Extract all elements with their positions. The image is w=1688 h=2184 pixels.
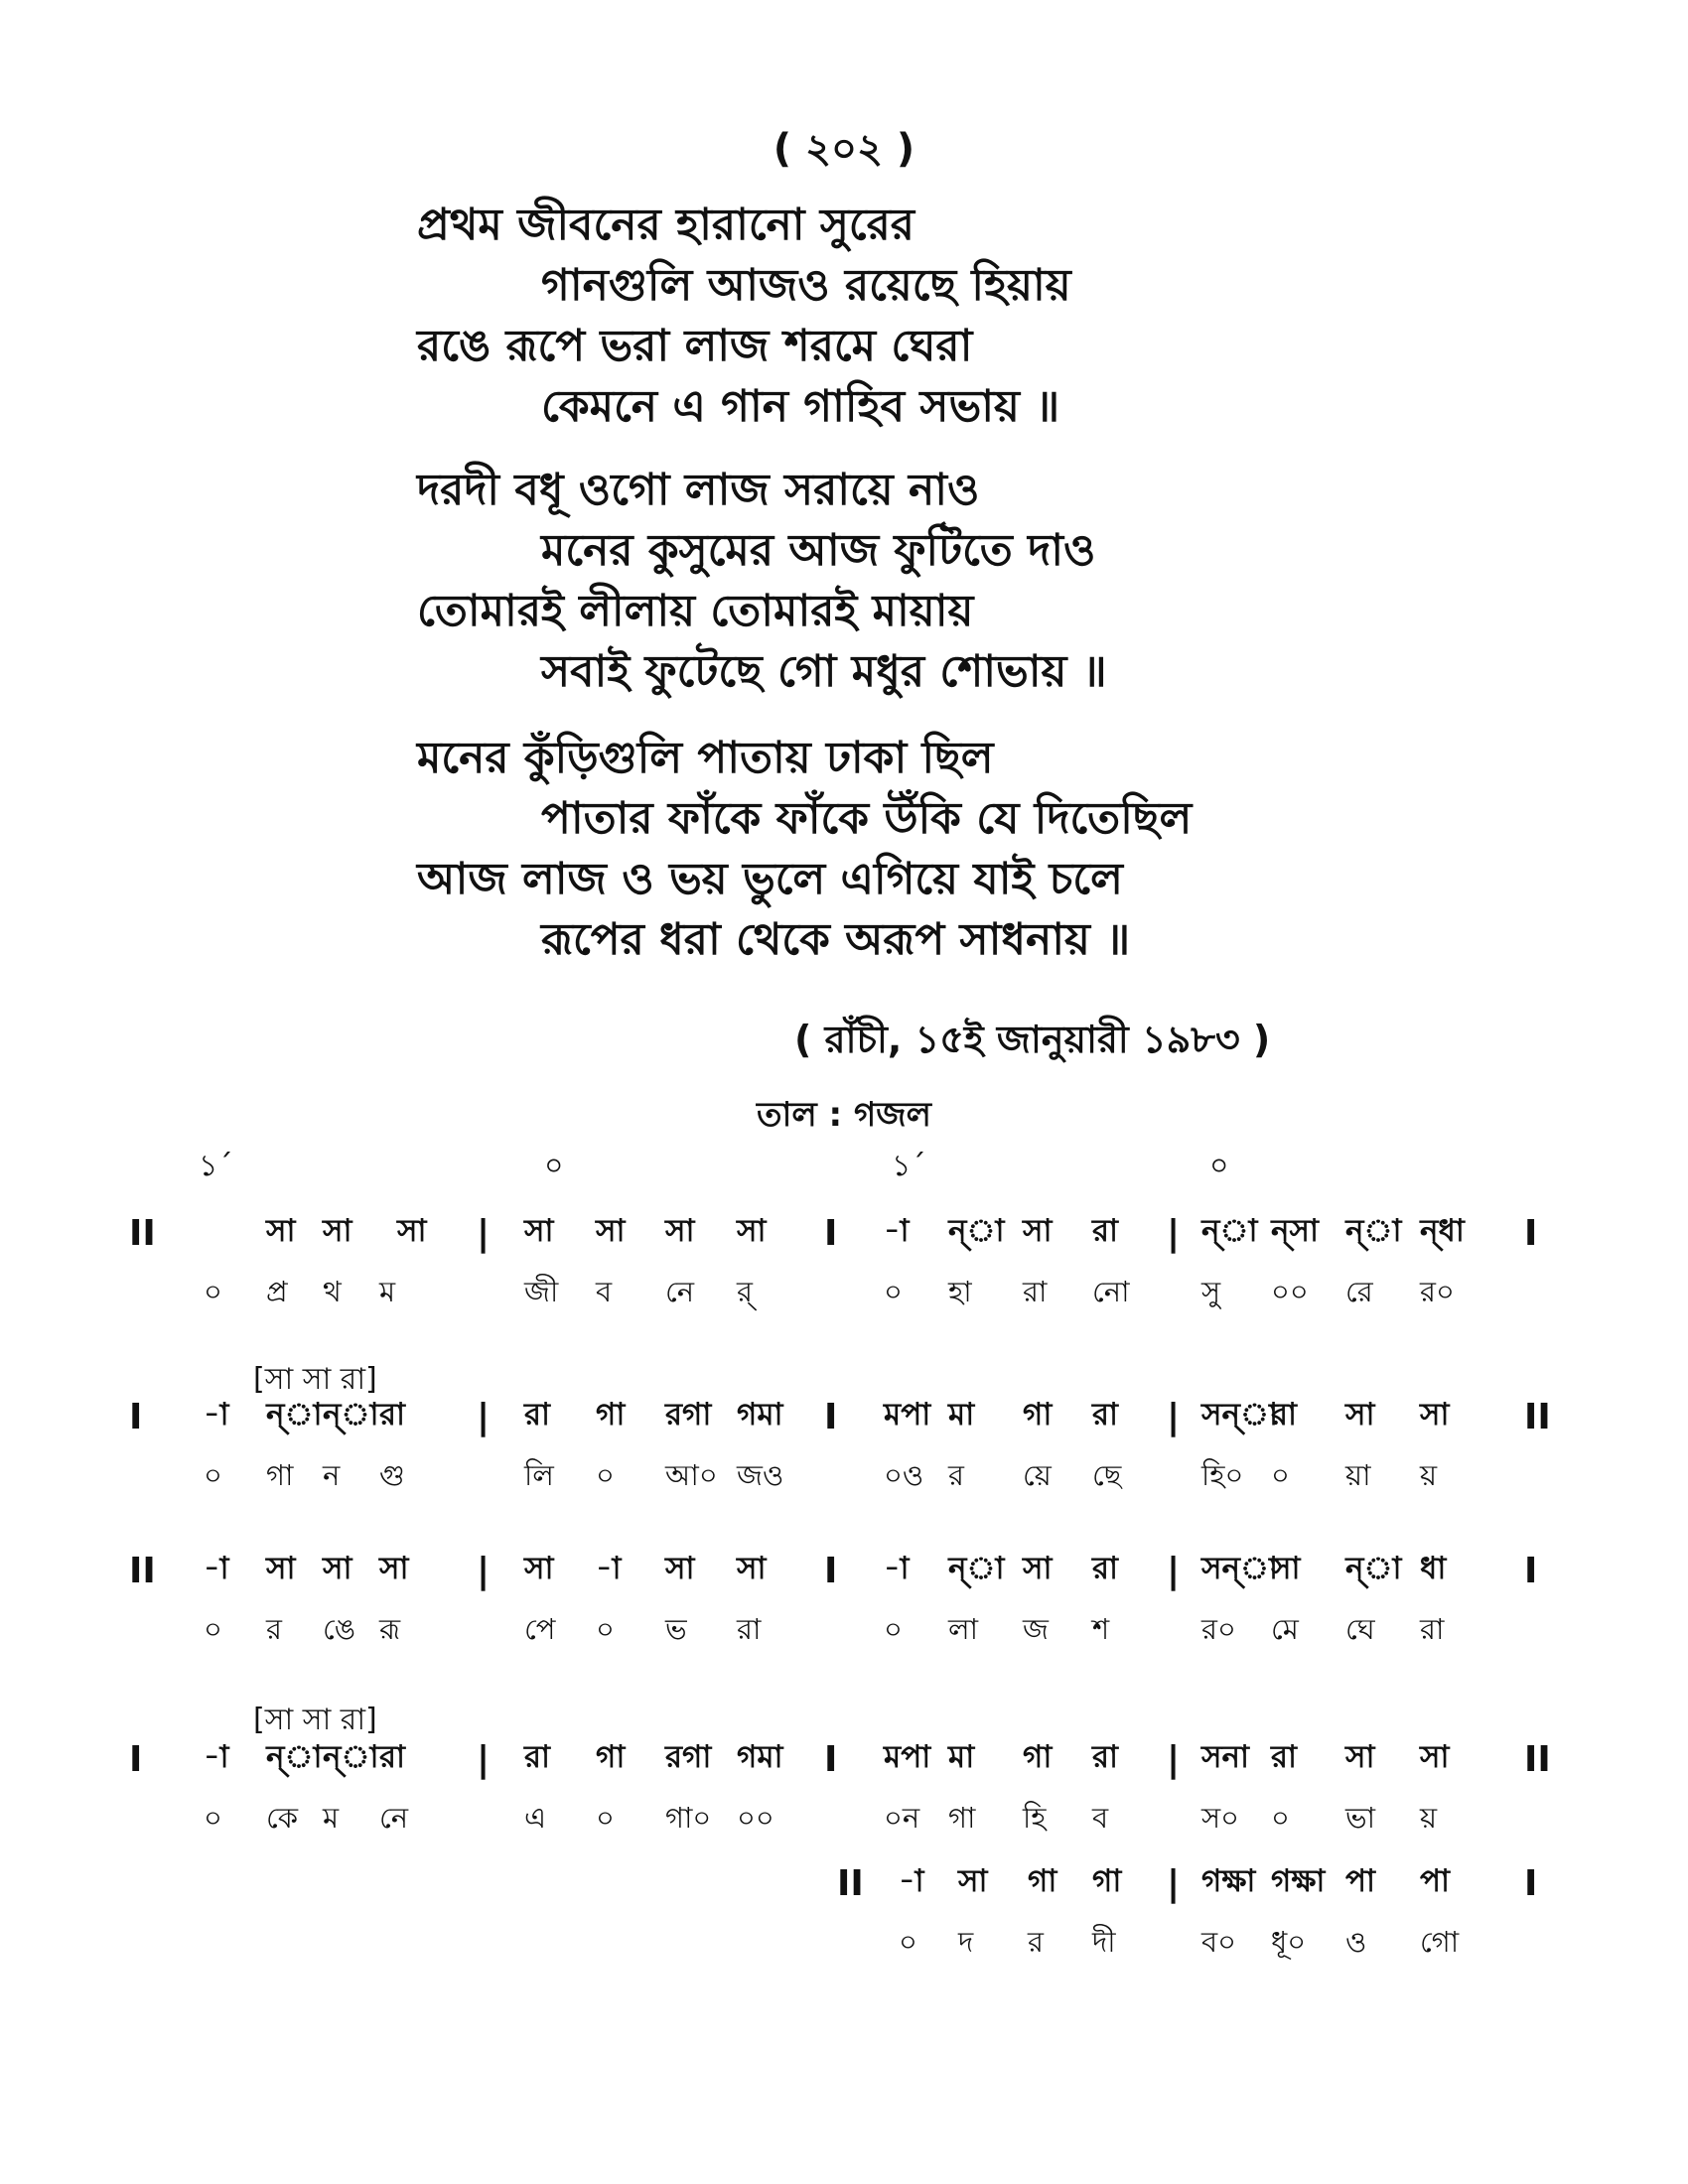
swara-note: রা — [1092, 1551, 1119, 1586]
beat-mark: ০ — [1209, 1149, 1229, 1183]
swara-note: সা — [379, 1551, 409, 1586]
lyric-syllable: ও — [1345, 1925, 1367, 1959]
lyric-syllable: নে — [665, 1275, 695, 1308]
lyric-syllable: গু — [379, 1458, 405, 1492]
swara-note: মা — [948, 1739, 975, 1775]
swara-note: রগা — [665, 1397, 712, 1433]
lyric-syllable: ০ — [884, 1612, 903, 1646]
lyric-syllable: লা — [948, 1612, 979, 1646]
date-line: ( রাঁচী, ১৫ই জানুয়ারী ১৯৮৩ ) — [794, 1018, 1271, 1061]
lyric-syllable: রে — [1345, 1275, 1373, 1308]
swara-note: ন্‌া — [948, 1213, 1005, 1249]
swara-note: গমা — [737, 1739, 783, 1775]
swara-note: রা — [1271, 1397, 1298, 1433]
swara-note: গা — [596, 1397, 626, 1433]
lyric-syllable: জী — [524, 1275, 559, 1308]
swara-note: রা — [1092, 1739, 1119, 1775]
lyric-syllable: শ — [1092, 1612, 1110, 1646]
swara-note: সা — [1023, 1551, 1053, 1586]
lyric-syllable: র — [948, 1458, 964, 1492]
beat-divider: | — [477, 1397, 491, 1437]
lyric-syllable: জ — [1023, 1612, 1049, 1646]
swara-note: -া — [204, 1551, 229, 1586]
swara-note: মপা — [884, 1397, 931, 1433]
lyric-line: মনের কুঁড়িগুলি পাতায় ঢাকা ছিল — [417, 733, 994, 783]
bar-line: I — [129, 1397, 143, 1437]
swara-note: গমা — [737, 1397, 783, 1433]
lyric-syllable: ০ও — [884, 1458, 924, 1492]
lyric-syllable: নে — [379, 1801, 409, 1835]
lyric-syllable: ০ন — [884, 1801, 920, 1835]
swara-note: সন্‌া — [1201, 1551, 1278, 1586]
swara-note: সা — [1345, 1397, 1375, 1433]
alternate-notes: [সা সা রা] — [253, 1703, 377, 1737]
swara-note: -া — [884, 1213, 910, 1249]
lyric-syllable: মে — [1271, 1612, 1299, 1646]
swara-note: -া — [899, 1863, 924, 1899]
lyric-syllable: কে — [266, 1801, 299, 1835]
lyric-syllable: রা — [1420, 1612, 1445, 1646]
swara-note: সা — [665, 1213, 695, 1249]
lyric-syllable: ০ — [204, 1612, 222, 1646]
swara-note: রা — [1271, 1739, 1298, 1775]
swara-note: ধা — [1420, 1551, 1447, 1586]
swara-note: সা — [524, 1551, 554, 1586]
swara-note: পা — [1345, 1863, 1376, 1899]
swara-note: মা — [948, 1397, 975, 1433]
lyric-syllable: ০ — [204, 1801, 222, 1835]
lyric-syllable: জও — [737, 1458, 784, 1492]
lyric-syllable: ঙে — [323, 1612, 356, 1646]
lyric-syllable: ০ — [884, 1275, 903, 1308]
lyric-syllable: য় — [1420, 1801, 1438, 1835]
lyric-syllable: য়া — [1345, 1458, 1371, 1492]
lyric-syllable: ০ — [596, 1801, 615, 1835]
swara-note: -া — [596, 1551, 622, 1586]
bar-line: II — [837, 1863, 864, 1904]
swara-note: সা — [323, 1551, 352, 1586]
bar-line: I — [824, 1551, 838, 1591]
beat-divider: | — [477, 1213, 491, 1254]
beat-divider: | — [1167, 1397, 1181, 1437]
lyric-syllable: য়ে — [1023, 1458, 1052, 1492]
beat-divider: | — [1167, 1739, 1181, 1780]
swara-note: সা — [1271, 1551, 1301, 1586]
lyric-syllable: এ — [524, 1801, 547, 1835]
lyric-syllable: ভ — [665, 1612, 687, 1646]
lyric-syllable: রা — [1023, 1275, 1048, 1308]
beat-divider: | — [477, 1739, 491, 1780]
lyric-syllable: গা — [948, 1801, 976, 1835]
lyric-syllable: ০ — [596, 1612, 615, 1646]
lyric-syllable: ০ — [899, 1925, 917, 1959]
swara-note: মপা — [884, 1739, 931, 1775]
swara-note: ন্‌ধা — [1420, 1213, 1465, 1249]
lyric-syllable: স০ — [1201, 1801, 1240, 1835]
lyric-syllable: র০ — [1201, 1612, 1236, 1646]
bar-line: II — [1524, 1739, 1551, 1780]
bar-line: I — [1524, 1863, 1538, 1904]
beat-mark: ০ — [544, 1149, 564, 1183]
swara-note: গা — [1092, 1863, 1122, 1899]
swara-note: সা — [596, 1213, 626, 1249]
swara-note: -া — [204, 1397, 229, 1433]
swara-note: ন্‌া — [1345, 1213, 1402, 1249]
lyric-syllable: গা — [266, 1458, 294, 1492]
swara-note: রা — [379, 1397, 406, 1433]
swara-note: ন্‌া — [1345, 1551, 1402, 1586]
swara-note: সা — [323, 1213, 352, 1249]
lyric-syllable: র্ — [737, 1275, 753, 1308]
beat-mark: ১´ — [199, 1149, 233, 1183]
swara-note: সা — [266, 1213, 296, 1249]
lyric-syllable: ০ — [204, 1275, 222, 1308]
swara-note: রা — [379, 1739, 406, 1775]
swara-note: ন্‌া — [323, 1739, 379, 1775]
lyric-line: মনের কুসুমের আজ ফুটিতে দাও — [541, 525, 1096, 576]
swara-note: সা — [397, 1213, 427, 1249]
lyric-syllable: ০ — [1271, 1801, 1290, 1835]
swara-note: ন্‌া — [323, 1397, 379, 1433]
swara-note: পা — [1420, 1863, 1451, 1899]
beat-divider: | — [477, 1551, 491, 1591]
bar-line: I — [824, 1397, 838, 1437]
lyric-syllable: পে — [524, 1612, 556, 1646]
lyric-syllable: ০০ — [737, 1801, 774, 1835]
lyric-syllable: হি — [1023, 1801, 1047, 1835]
bar-line: I — [1524, 1551, 1538, 1591]
beat-divider: | — [1167, 1213, 1181, 1254]
swara-note: -া — [204, 1739, 229, 1775]
swara-note: ন্‌সা — [1271, 1213, 1319, 1249]
lyric-syllable: ম — [379, 1275, 396, 1308]
swara-note: সা — [737, 1213, 767, 1249]
lyric-syllable: হা — [948, 1275, 972, 1308]
swara-note: রগা — [665, 1739, 712, 1775]
swara-note: গা — [1028, 1863, 1057, 1899]
swara-note: সন্‌া — [1201, 1397, 1278, 1433]
swara-note: সনা — [1201, 1739, 1249, 1775]
swara-note: গক্ষা — [1271, 1863, 1326, 1899]
lyric-syllable: য় — [1420, 1458, 1438, 1492]
beat-mark: ১´ — [892, 1149, 926, 1183]
swara-note: রা — [1092, 1397, 1119, 1433]
lyric-syllable: আ০ — [665, 1458, 718, 1492]
page-number: ( ২০২ ) — [773, 126, 915, 172]
lyric-syllable: গো — [1420, 1925, 1460, 1959]
lyric-syllable: দী — [1092, 1925, 1116, 1959]
bar-line: I — [129, 1739, 143, 1780]
lyric-line: আজ লাজ ও ভয় ভুলে এগিয়ে যাই চলে — [417, 854, 1123, 904]
lyric-line: পাতার ফাঁকে ফাঁকে উঁকি যে দিতেছিল — [541, 793, 1193, 844]
swara-note: ন্‌া — [266, 1739, 323, 1775]
lyric-syllable: ব — [596, 1275, 613, 1308]
swara-note: সা — [1023, 1213, 1053, 1249]
swara-note: ন্‌া — [266, 1397, 323, 1433]
lyric-syllable: ন — [323, 1458, 341, 1492]
lyric-syllable: নো — [1092, 1275, 1130, 1308]
lyric-line: গানগুলি আজও রয়েছে হিয়ায় — [541, 260, 1071, 311]
swara-note: রা — [1092, 1213, 1119, 1249]
swara-note: সা — [737, 1551, 767, 1586]
lyric-line: রূপের ধরা থেকে অরূপ সাধনায় ॥ — [541, 914, 1131, 965]
bar-line: I — [824, 1739, 838, 1780]
swara-note: সা — [1420, 1397, 1450, 1433]
bar-line: II — [129, 1213, 156, 1254]
lyric-syllable: ০ — [596, 1458, 615, 1492]
lyric-syllable: ভা — [1345, 1801, 1376, 1835]
lyric-syllable: র — [266, 1612, 282, 1646]
swara-note: গা — [596, 1739, 626, 1775]
swara-note: -া — [884, 1551, 910, 1586]
lyric-syllable: রূ — [379, 1612, 401, 1646]
lyric-line: দরদী বধূ ওগো লাজ সরায়ে নাও — [417, 465, 980, 515]
lyric-syllable: ঘে — [1345, 1612, 1375, 1646]
swara-note: গা — [1023, 1739, 1053, 1775]
lyric-syllable: ০ — [1271, 1458, 1290, 1492]
bar-line: II — [1524, 1397, 1551, 1437]
swara-note: ন্‌া — [948, 1551, 1005, 1586]
lyric-syllable: র০ — [1420, 1275, 1455, 1308]
lyric-syllable: লি — [524, 1458, 554, 1492]
lyric-syllable: দ — [958, 1925, 974, 1959]
bar-line: I — [824, 1213, 838, 1254]
lyric-syllable: প্র — [266, 1275, 288, 1308]
lyric-syllable: ম — [323, 1801, 340, 1835]
lyric-line: তোমারই লীলায় তোমারই মায়ায় — [417, 586, 974, 636]
swara-note: গা — [1023, 1397, 1053, 1433]
lyric-syllable: রা — [737, 1612, 762, 1646]
lyric-syllable: ধূ০ — [1271, 1925, 1307, 1959]
lyric-syllable: র — [1028, 1925, 1044, 1959]
swara-note: সা — [266, 1551, 296, 1586]
swara-note: ন্‌া — [1201, 1213, 1258, 1249]
swara-note: সা — [1420, 1739, 1450, 1775]
bar-line: II — [129, 1551, 156, 1591]
swara-note: গক্ষা — [1201, 1863, 1256, 1899]
lyric-syllable: ০ — [204, 1458, 222, 1492]
lyric-syllable: ব — [1092, 1801, 1109, 1835]
lyric-syllable: থ — [323, 1275, 342, 1308]
swara-note: সা — [665, 1551, 695, 1586]
lyric-line: সবাই ফুটেছে গো মধুর শোভায় ॥ — [541, 646, 1107, 697]
beat-divider: | — [1167, 1551, 1181, 1591]
swara-note: রা — [524, 1739, 551, 1775]
beat-divider: | — [1167, 1863, 1181, 1904]
lyric-syllable: ছে — [1092, 1458, 1122, 1492]
lyric-syllable: হি০ — [1201, 1458, 1244, 1492]
swara-note: সা — [958, 1863, 988, 1899]
tala-title: তাল : গজল — [756, 1095, 931, 1135]
lyric-line: কেমনে এ গান গাহিব সভায় ॥ — [541, 381, 1060, 432]
swara-note: রা — [524, 1397, 551, 1433]
lyric-line: প্রথম জীবনের হারানো সুরের — [417, 200, 915, 250]
bar-line: I — [1524, 1213, 1538, 1254]
lyric-syllable: ০০ — [1271, 1275, 1309, 1308]
lyric-syllable: ব০ — [1201, 1925, 1236, 1959]
swara-note: সা — [524, 1213, 554, 1249]
lyric-syllable: সু — [1201, 1275, 1221, 1308]
alternate-notes: [সা সা রা] — [253, 1362, 377, 1397]
lyric-line: রঙে রূপে ভরা লাজ শরমে ঘেরা — [417, 321, 973, 371]
lyric-syllable: গা০ — [665, 1801, 712, 1835]
swara-note: সা — [1345, 1739, 1375, 1775]
